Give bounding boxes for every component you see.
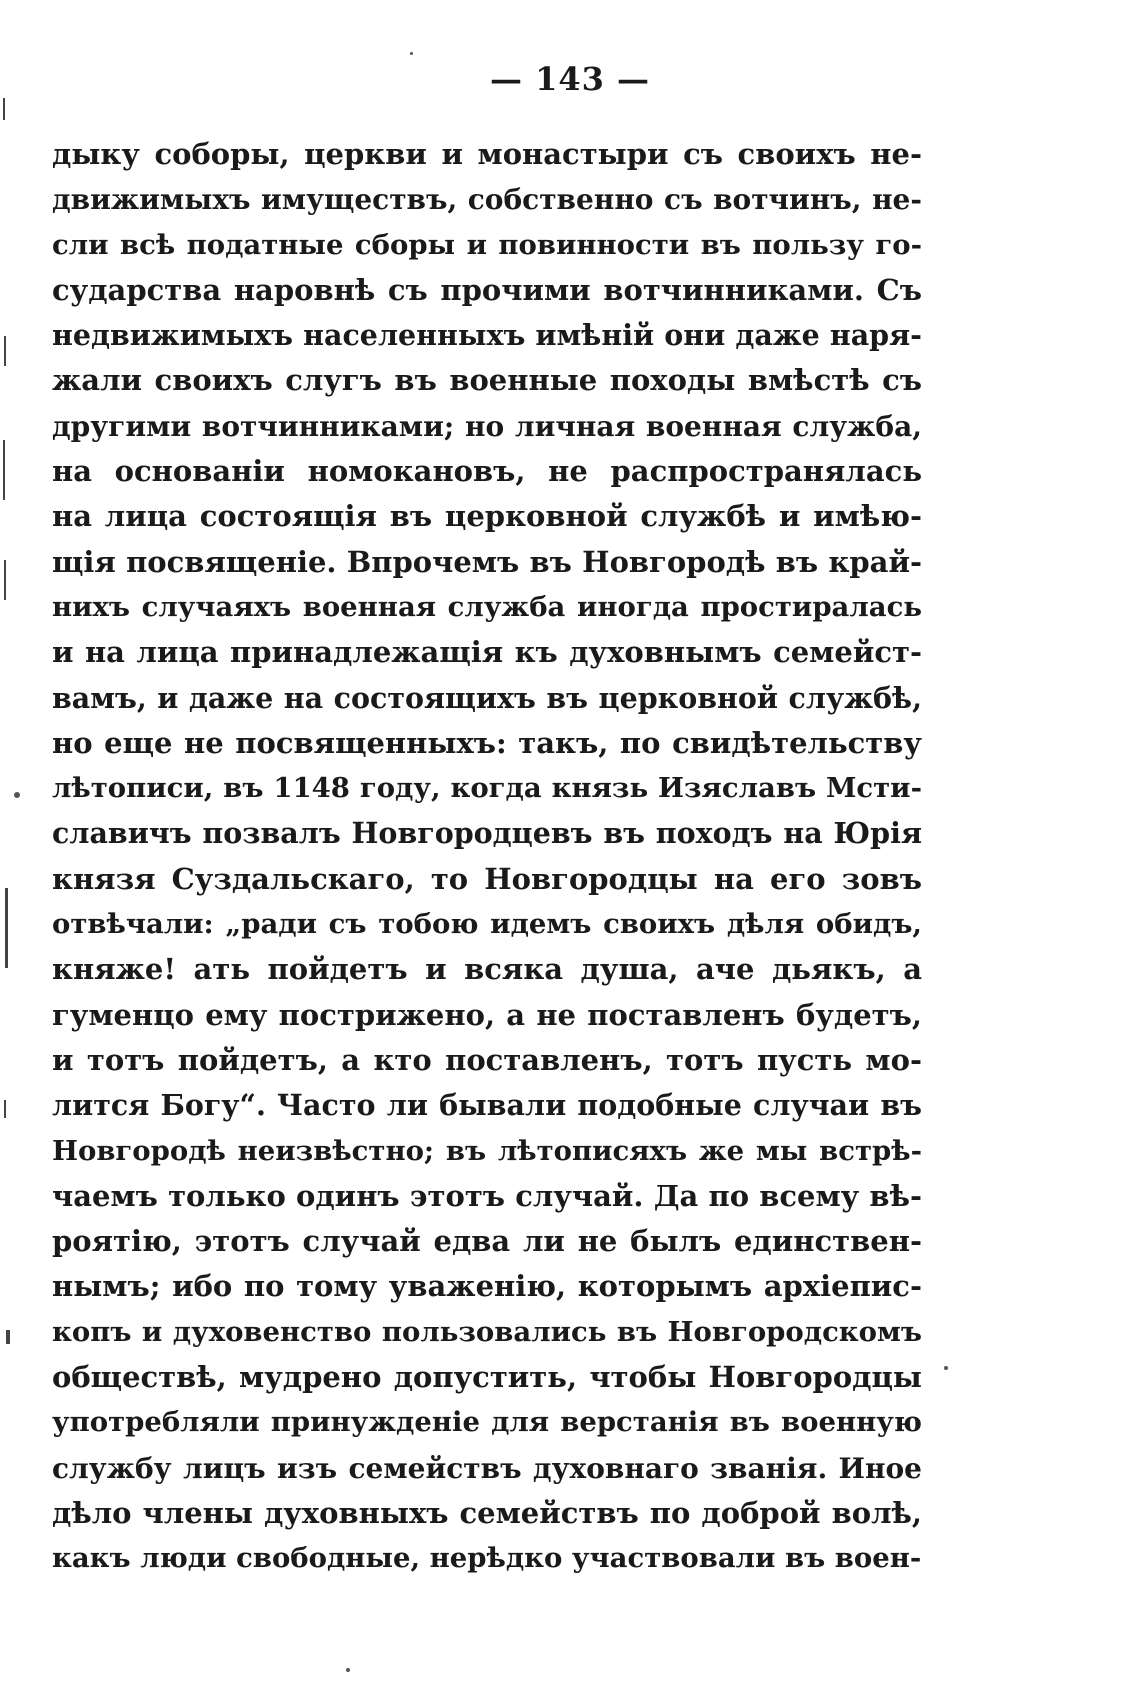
text-line: сударства наровнѣ съ прочими вотчинниками. Съ	[52, 272, 922, 307]
text-line: на основаніи номокановъ, не распространялась	[52, 454, 922, 489]
scan-margin-mark	[4, 336, 6, 366]
body-text	[52, 132, 922, 1582]
text-line: чаемъ только одинъ этотъ случай. Да по всему вѣ-	[52, 1178, 922, 1213]
text-line: сли всѣ податные сборы и повинности въ пользу го-	[52, 228, 922, 261]
text-line: но еще не посвященныхъ: такъ, по свидѣтельству	[52, 725, 922, 760]
text-line: на лица состоящія въ церковной службѣ и имѣю-	[52, 499, 922, 534]
page-number: — 143 —	[489, 60, 651, 98]
text-line: княже! ать пойдетъ и всяка душа, аче дьякъ, а	[52, 952, 922, 987]
text-line: нихъ случаяхъ военная служба иногда простиралась	[52, 590, 922, 623]
scan-speck	[944, 1366, 948, 1370]
text-line: гуменцо ему пострижено, а не поставленъ будетъ,	[52, 997, 922, 1032]
text-line: лѣтописи, въ 1148 году, когда князь Изяславъ Мсти-	[52, 772, 922, 805]
text-line: роятію, этотъ случай едва ли не былъ единствен-	[52, 1224, 922, 1259]
text-line: отвѣчали: „ради съ тобою идемъ своихъ дѣля обидъ,	[52, 908, 922, 941]
scan-margin-mark	[6, 1330, 10, 1344]
text-line: вамъ, и даже на состоящихъ въ церковной службѣ,	[52, 680, 922, 715]
text-line: какъ люди свободные, нерѣдко участвовали въ воен-	[52, 1542, 922, 1575]
scan-margin-mark	[3, 98, 5, 120]
scan-margin-mark	[4, 560, 6, 600]
scan-margin-mark	[3, 440, 5, 500]
text-line: дѣло члены духовныхъ семействъ по доброй волѣ,	[52, 1495, 922, 1530]
text-line: недвижимыхъ населенныхъ имѣній они даже наря-	[52, 318, 922, 353]
text-line: копъ и духовенство пользовались въ Новгородскомъ	[52, 1315, 922, 1348]
text-line: дыку соборы, церкви и монастыри съ своихъ не-	[52, 137, 922, 171]
text-line: славичъ позвалъ Новгородцевъ въ походъ на Юрія	[52, 816, 922, 851]
text-line: движимыхъ имуществъ, собственно съ вотчинъ, не-	[52, 183, 922, 217]
text-line: жали своихъ слугъ въ военные походы вмѣстѣ съ	[52, 363, 922, 398]
text-line: службу лицъ изъ семействъ духовнаго званія. Иное	[52, 1451, 922, 1485]
scan-speck	[346, 1668, 350, 1672]
text-line: щія посвященіе. Впрочемъ въ Новгородѣ въ край-	[52, 544, 922, 579]
text-line: употребляли принужденіе для верстанія въ военную	[52, 1406, 922, 1439]
scan-speck	[14, 792, 20, 798]
text-line: и на лица принадлежащія къ духовнымъ семейст-	[52, 635, 922, 670]
scan-margin-mark	[5, 888, 8, 968]
scan-speck	[410, 52, 413, 55]
text-line: Новгородѣ неизвѣстно; въ лѣтописяхъ же мы встрѣ-	[52, 1134, 922, 1167]
text-line: лится Богу“. Часто ли бывали подобные случаи въ	[52, 1088, 922, 1123]
text-line: нымъ; ибо по тому уваженію, которымъ архіепис-	[52, 1269, 922, 1304]
text-line: другими вотчинниками; но личная военная служба,	[52, 409, 922, 443]
text-line: князя Суздальскаго, то Новгородцы на его зовъ	[52, 861, 922, 896]
text-line: обществѣ, мудрено допустить, чтобы Новгородцы	[52, 1360, 922, 1395]
text-line: и тотъ пойдетъ, а кто поставленъ, тотъ пусть мо-	[52, 1042, 922, 1077]
scan-margin-mark	[4, 1100, 6, 1118]
